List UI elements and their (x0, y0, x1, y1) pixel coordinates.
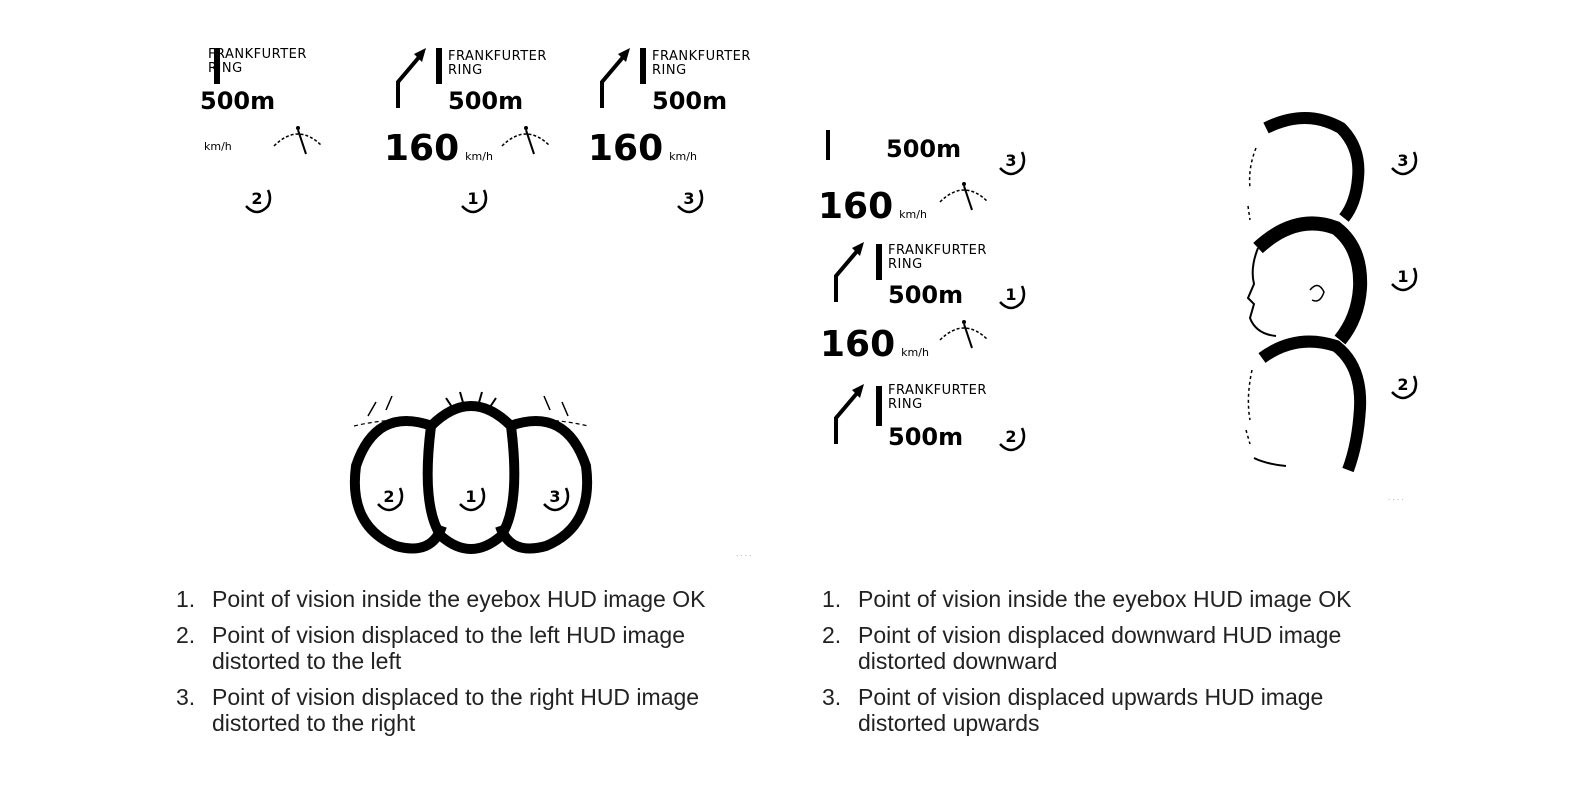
speed-readout: 160 km/h (820, 324, 929, 365)
street-name: FRANKFURTER RING (448, 49, 547, 78)
marker-1-top: 1 (456, 186, 490, 216)
marker-2-top: 2 (240, 186, 274, 216)
heads-side-view-illustration (1236, 108, 1376, 478)
distance-readout: 500m (448, 87, 524, 115)
speed-gauge-icon (268, 124, 328, 164)
speed-readout: km/h (204, 140, 232, 153)
left-caption-item: 3. Point of vision displaced to the right HUD image distorted to the right (176, 684, 700, 736)
speed-gauge-icon (934, 318, 994, 358)
route-bar (640, 48, 646, 84)
street-name: FRANKFURTER RING (208, 47, 307, 76)
hud-image-right-displaced (588, 44, 751, 174)
left-caption-item: 1. Point of vision inside the eyebox HUD image OK (176, 586, 706, 612)
marker-3-heads: 3 (538, 484, 572, 514)
route-bar (436, 48, 442, 84)
figure-code-left: · · · · (736, 552, 752, 560)
speed-readout: 160 km/h (818, 186, 927, 227)
marker-3-top: 3 (672, 186, 706, 216)
turn-arrow-icon (390, 46, 430, 110)
marker-2-heads: 2 (372, 484, 406, 514)
speed-readout: 160 km/h (384, 128, 493, 169)
hud-image-left-displaced (200, 44, 354, 174)
turn-arrow-icon (828, 240, 868, 304)
street-name: FRANKFURTER RING (888, 383, 987, 412)
left-caption-item: 2. Point of vision displaced to the left HUD image distorted to the left (176, 622, 686, 674)
right-caption-item: 2. Point of vision displaced downward HUD image distorted downward (822, 622, 1342, 674)
speed-gauge-icon (934, 180, 994, 220)
marker-1-heads: 1 (454, 484, 488, 514)
right-caption-item: 1. Point of vision inside the eyebox HUD image OK (822, 586, 1352, 612)
right-caption (822, 586, 1402, 746)
speed-gauge-icon (496, 124, 556, 164)
street-name: FRANKFURTER RING (652, 49, 751, 78)
street-name: FRANKFURTER RING (888, 243, 987, 272)
marker-3-hud: 3 (994, 148, 1028, 178)
turn-arrow-icon (594, 46, 634, 110)
route-bar (826, 130, 830, 160)
distance-readout: 500m (888, 281, 964, 309)
marker-2-hud: 2 (994, 424, 1028, 454)
route-bar (876, 386, 882, 426)
distance-readout: 500m (886, 135, 962, 163)
distance-readout: 500m (652, 87, 728, 115)
left-caption (176, 586, 756, 746)
marker-3-head: 3 (1386, 148, 1420, 178)
figure-code-right: · · · · (1388, 496, 1404, 504)
marker-2-head: 2 (1386, 372, 1420, 402)
hud-image-up-displaced (816, 135, 986, 166)
heads-top-view-illustration (336, 386, 606, 558)
marker-1-hud: 1 (994, 282, 1028, 312)
route-bar (876, 244, 882, 280)
speed-readout: 160 km/h (588, 128, 697, 169)
right-caption-item: 3. Point of vision displaced upwards HUD image distorted upwards (822, 684, 1324, 736)
turn-arrow-icon (828, 382, 868, 446)
marker-1-head: 1 (1386, 264, 1420, 294)
distance-readout: 500m (888, 423, 964, 451)
distance-readout: 500m (200, 87, 276, 115)
